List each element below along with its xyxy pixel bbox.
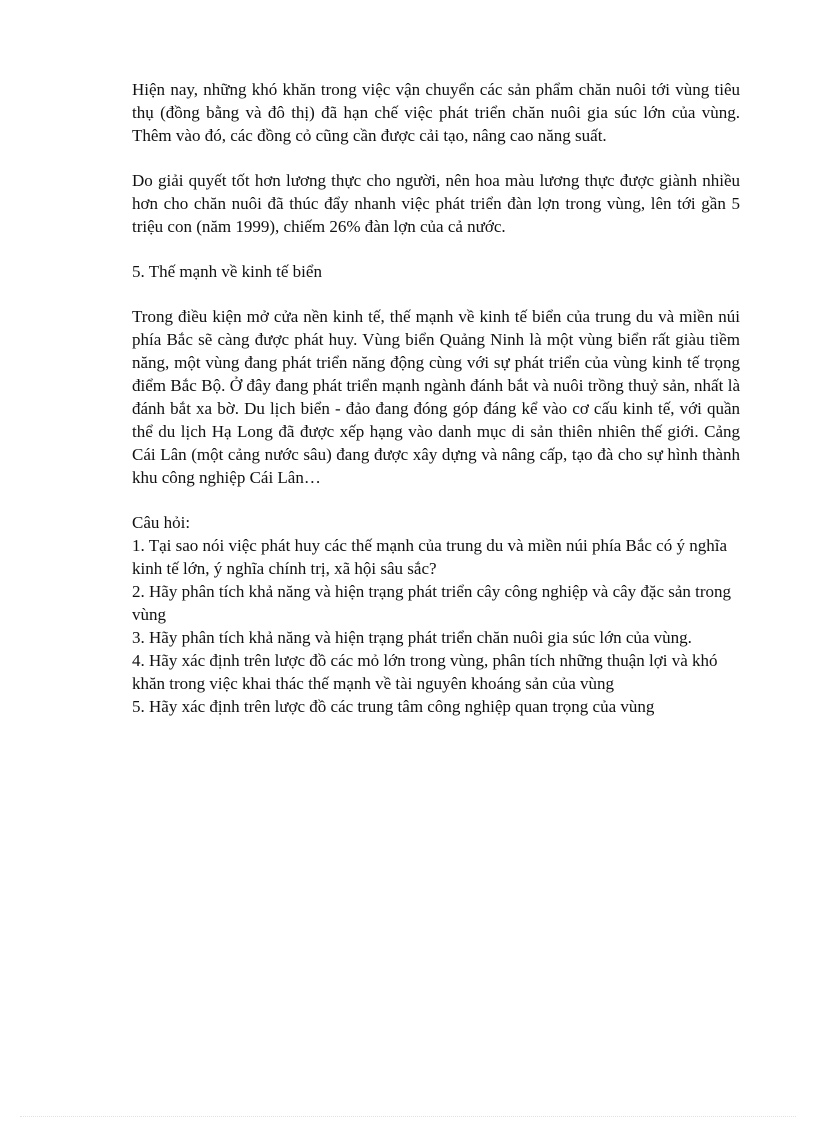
- paragraph-pig-herd: Do giải quyết tốt hơn lương thực cho người, nên hoa màu lương thực được giành nhiều hơn cho chăn nuôi đã thúc đẩy nhanh việc phát triển đàn lợn trong vùng, lên tới gần 5 triệu con (năm 1999), chiếm 26% đàn lợn của cả nước.: [132, 171, 740, 236]
- questions-section: [132, 511, 740, 718]
- question-item: 3. Hãy phân tích khả năng và hiện trạng phát triển chăn nuôi gia súc lớn của vùng.: [132, 628, 692, 647]
- document-page: [132, 78, 740, 718]
- question-item: 5. Hãy xác định trên lược đồ các trung tâm công nghiệp quan trọng của vùng: [132, 697, 655, 716]
- question-item: 2. Hãy phân tích khả năng và hiện trạng phát triển cây công nghiệp và cây đặc sản trong vùng: [132, 582, 732, 624]
- questions-list: [132, 534, 740, 718]
- paragraph-livestock-transport: Hiện nay, những khó khăn trong việc vận chuyển các sản phẩm chăn nuôi tới vùng tiêu thụ (đồng bằng và đô thị) đã hạn chế việc phát triển chăn nuôi gia súc lớn của vùng. Thêm vào đó, các đồng cỏ cũng cần được cải tạo, nâng cao năng suất.: [132, 80, 740, 145]
- page-bottom-divider: [20, 1116, 796, 1117]
- paragraph-marine-economy: Trong điều kiện mở cửa nền kinh tế, thế mạnh về kinh tế biển của trung du và miền núi phía Bắc sẽ càng được phát huy. Vùng biển Quảng Ninh là một vùng biển rất giàu tiềm năng, một vùng đang phát triển năng động cùng với sự phát triển của vùng kinh tế trọng điểm Bắc Bộ. Ở đây đang phát triển mạnh ngành đánh bắt và nuôi trồng thuỷ sản, nhất là đánh bắt xa bờ. Du lịch biển - đảo đang đóng góp đáng kể vào cơ cấu kinh tế, với quần thể du lịch Hạ Long đã được xếp hạng vào danh mục di sản thiên nhiên thế giới. Cảng Cái Lân (một cảng nước sâu) đang được xây dựng và nâng cấp, tạo đà cho sự hình thành khu công nghiệp Cái Lân…: [132, 307, 740, 487]
- section-heading-marine-economy: 5. Thế mạnh về kinh tế biển: [132, 262, 322, 281]
- question-item: 1. Tại sao nói việc phát huy các thế mạnh của trung du và miền núi phía Bắc có ý nghĩa kinh tế lớn, ý nghĩa chính trị, xã hội sâu sắc?: [132, 536, 727, 578]
- question-item: 4. Hãy xác định trên lược đồ các mỏ lớn trong vùng, phân tích những thuận lợi và khó khăn trong việc khai thác thế mạnh về tài nguyên khoáng sản của vùng: [132, 651, 718, 693]
- questions-title: Câu hỏi:: [132, 513, 191, 532]
